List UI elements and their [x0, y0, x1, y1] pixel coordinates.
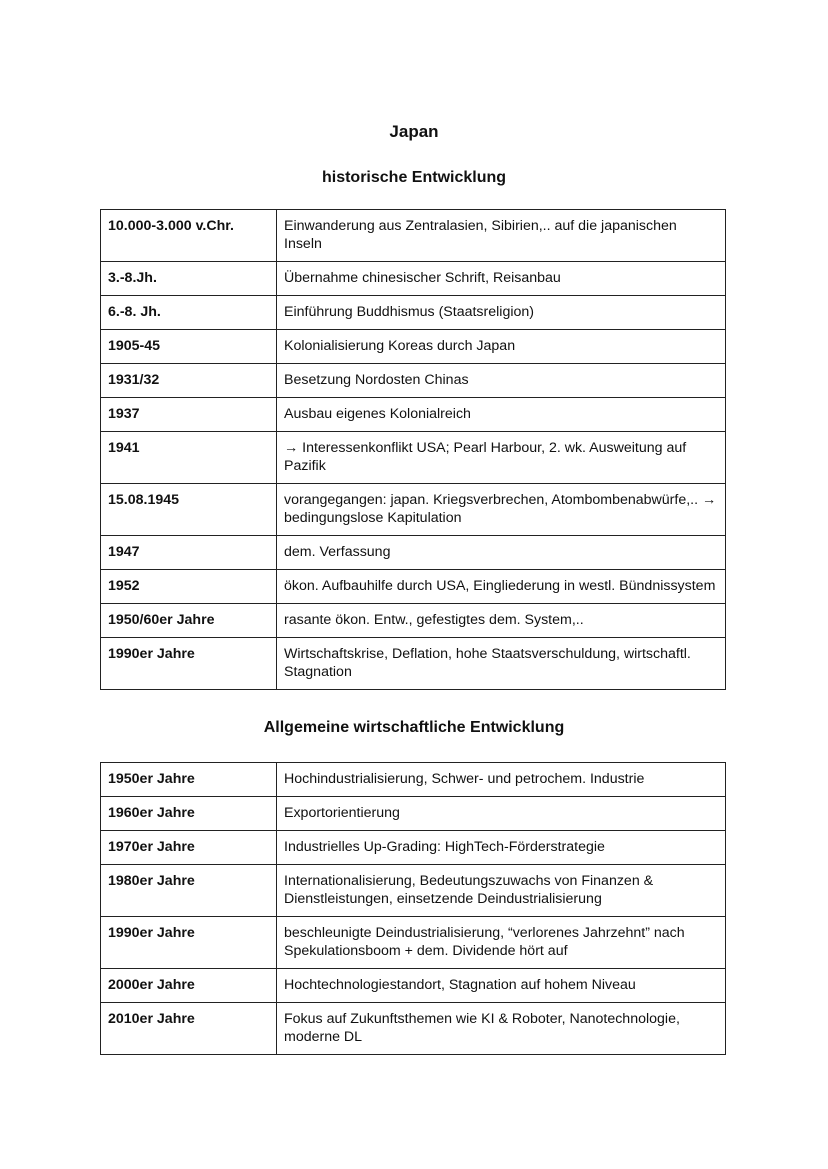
event-cell: Einwanderung aus Zentralasien, Sibirien,.. auf die japanischen Inseln	[277, 210, 726, 262]
table-row	[101, 865, 726, 917]
date-cell: 1952	[101, 570, 277, 604]
event-cell: Exportorientierung	[277, 797, 726, 831]
date-cell: 15.08.1945	[101, 484, 277, 536]
table-row	[101, 432, 726, 484]
date-cell: 2010er Jahre	[101, 1003, 277, 1055]
table-row	[101, 296, 726, 330]
event-cell: → Interessenkonflikt USA; Pearl Harbour, 2. wk. Ausweitung auf Pazifik	[277, 432, 726, 484]
event-cell: beschleunigte Deindustrialisierung, “verlorenes Jahrzehnt” nach Spekulationsboom + dem. Dividende hört auf	[277, 917, 726, 969]
event-cell: Übernahme chinesischer Schrift, Reisanbau	[277, 262, 726, 296]
date-cell: 1970er Jahre	[101, 831, 277, 865]
date-cell: 6.-8. Jh.	[101, 296, 277, 330]
economic-timeline-table	[100, 762, 726, 1055]
event-cell: Industrielles Up-Grading: HighTech-Förderstrategie	[277, 831, 726, 865]
table-row	[101, 570, 726, 604]
section-heading-economic: Allgemeine wirtschaftliche Entwicklung	[263, 719, 565, 736]
table-row	[101, 638, 726, 690]
table-row	[101, 797, 726, 831]
event-cell: Internationalisierung, Bedeutungszuwachs von Finanzen & Dienstleistungen, einsetzende Deindustrialisierung	[277, 865, 726, 917]
event-cell: Hochtechnologiestandort, Stagnation auf hohem Niveau	[277, 969, 726, 1003]
date-cell: 1960er Jahre	[101, 797, 277, 831]
table-row	[101, 536, 726, 570]
event-cell: Einführung Buddhismus (Staatsreligion)	[277, 296, 726, 330]
section-heading-historic: historische Entwicklung	[321, 169, 507, 186]
page-title: Japan	[389, 122, 439, 141]
date-cell: 1931/32	[101, 364, 277, 398]
date-cell: 2000er Jahre	[101, 969, 277, 1003]
date-cell: 1950er Jahre	[101, 763, 277, 797]
event-cell: dem. Verfassung	[277, 536, 726, 570]
table-row	[101, 831, 726, 865]
event-cell: Wirtschaftskrise, Deflation, hohe Staatsverschuldung, wirtschaftl. Stagnation	[277, 638, 726, 690]
date-cell: 1947	[101, 536, 277, 570]
date-cell: 1990er Jahre	[101, 917, 277, 969]
table-row	[101, 917, 726, 969]
date-cell: 1941	[101, 432, 277, 484]
date-cell: 1950/60er Jahre	[101, 604, 277, 638]
date-cell: 1990er Jahre	[101, 638, 277, 690]
event-cell: ökon. Aufbauhilfe durch USA, Eingliederung in westl. Bündnissystem	[277, 570, 726, 604]
event-cell: Ausbau eigenes Kolonialreich	[277, 398, 726, 432]
table-row	[101, 262, 726, 296]
table-row	[101, 210, 726, 262]
event-cell: Besetzung Nordosten Chinas	[277, 364, 726, 398]
table-row	[101, 330, 726, 364]
date-cell: 10.000-3.000 v.Chr.	[101, 210, 277, 262]
table-row	[101, 604, 726, 638]
table-row	[101, 484, 726, 536]
table-row	[101, 969, 726, 1003]
event-cell: vorangegangen: japan. Kriegsverbrechen, Atombombenabwürfe,.. → bedingungslose Kapitulation	[277, 484, 726, 536]
table-row	[101, 398, 726, 432]
table-row	[101, 364, 726, 398]
date-cell: 3.-8.Jh.	[101, 262, 277, 296]
date-cell: 1937	[101, 398, 277, 432]
event-cell: rasante ökon. Entw., gefestigtes dem. System,..	[277, 604, 726, 638]
table-row	[101, 1003, 726, 1055]
table-row	[101, 763, 726, 797]
event-cell: Kolonialisierung Koreas durch Japan	[277, 330, 726, 364]
date-cell: 1980er Jahre	[101, 865, 277, 917]
historic-timeline-table	[100, 209, 726, 690]
event-cell: Hochindustrialisierung, Schwer- und petrochem. Industrie	[277, 763, 726, 797]
event-cell: Fokus auf Zukunftsthemen wie KI & Roboter, Nanotechnologie, moderne DL	[277, 1003, 726, 1055]
date-cell: 1905-45	[101, 330, 277, 364]
